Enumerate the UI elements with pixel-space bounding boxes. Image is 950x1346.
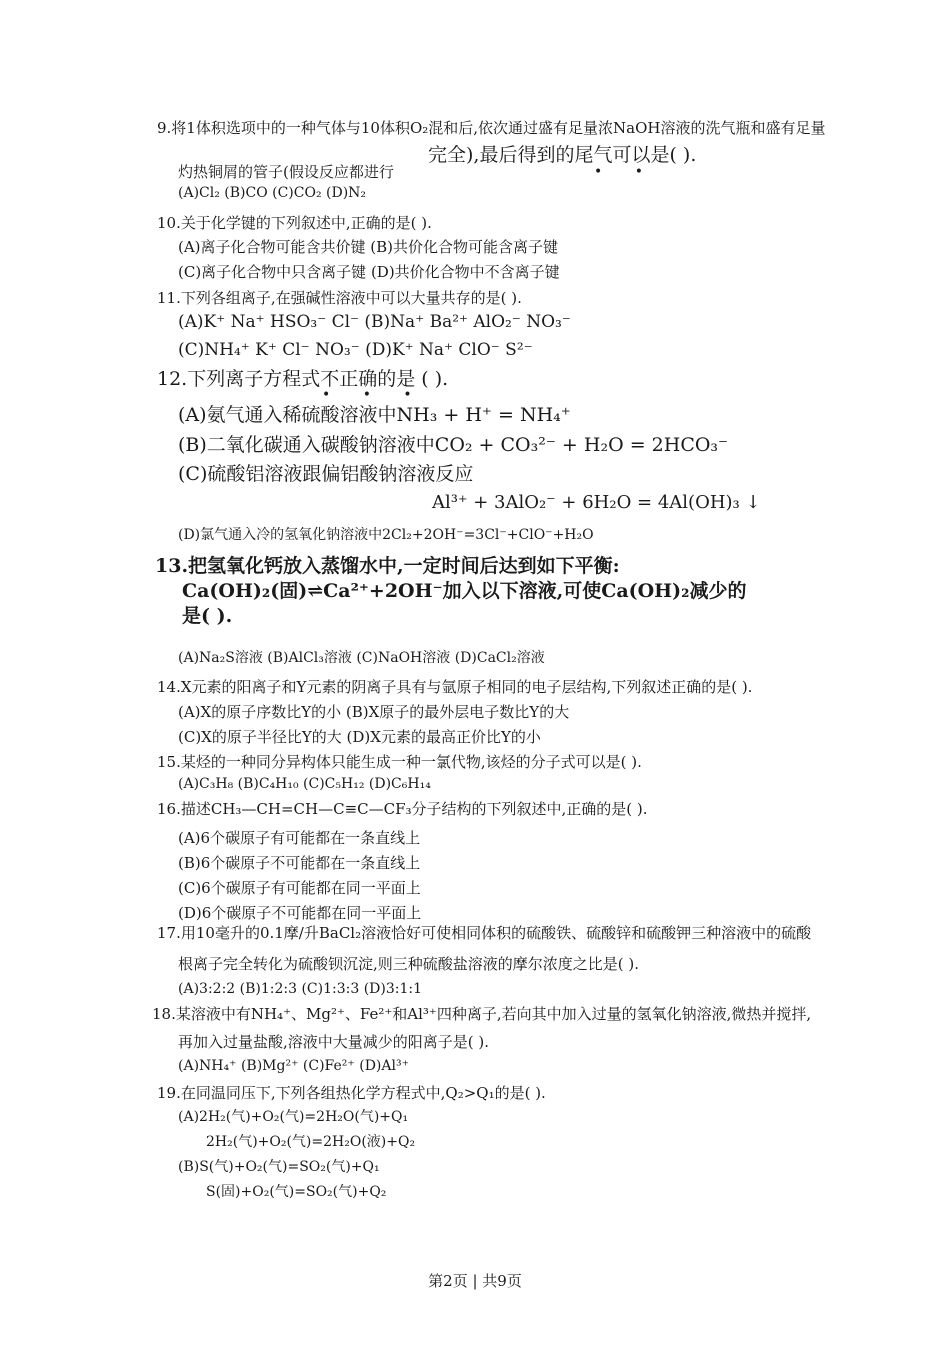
q12-emphasis-dots: • • • <box>322 387 426 403</box>
q16-option-a: (A)6个碳原子有可能都在一条直线上 <box>178 829 421 847</box>
q11-stem: 11.下列各组离子,在强碱性溶液中可以大量共存的是( ). <box>157 289 522 307</box>
q18-stem: 18.某溶液中有NH₄⁺、Mg²⁺、Fe²⁺和Al³⁺四种离子,若向其中加入过量的氢氧化钠溶液,微热并搅拌, <box>152 1005 812 1023</box>
q12-option-a: (A)氨气通入稀硫酸溶液中NH₃ + H⁺ = NH₄⁺ <box>178 404 571 426</box>
q11-options-line1: (A)K⁺ Na⁺ HSO₃⁻ Cl⁻ (B)Na⁺ Ba²⁺ AlO₂⁻ NO₃⁻ <box>178 312 571 332</box>
q13-options: (A)Na₂S溶液 (B)AlCl₃溶液 (C)NaOH溶液 (D)CaCl₂溶液 <box>178 650 545 666</box>
q9-continuation: 灼热铜屑的管子(假设反应都进行 <box>178 163 394 181</box>
q11-options-line2: (C)NH₄⁺ K⁺ Cl⁻ NO₃⁻ (D)K⁺ Na⁺ ClO⁻ S²⁻ <box>178 340 533 360</box>
q14-options-line2: (C)X的原子半径比Y的大 (D)X元素的最高正价比Y的小 <box>178 728 541 746</box>
q13-line2: Ca(OH)₂(固)⇌Ca²⁺+2OH⁻加入以下溶液,可使Ca(OH)₂减少的 <box>182 580 747 602</box>
q19-option-b2: S(固)+O₂(气)=SO₂(气)+Q₂ <box>206 1184 387 1200</box>
q12-option-c: (C)硫酸铝溶液跟偏铝酸钠溶液反应 <box>178 463 474 485</box>
q18-continuation: 再加入过量盐酸,溶液中大量减少的阳离子是( ). <box>178 1033 490 1051</box>
q17-options: (A)3:2:2 (B)1:2:3 (C)1:3:3 (D)3:1:1 <box>178 981 423 997</box>
q14-options-line1: (A)X的原子序数比Y的小 (B)X原子的最外层电子数比Y的大 <box>178 703 570 721</box>
q17-continuation: 根离子完全转化为硫酸钡沉淀,则三种硫酸盐溶液的摩尔浓度之比是( ). <box>178 955 640 973</box>
q18-options: (A)NH₄⁺ (B)Mg²⁺ (C)Fe²⁺ (D)Al³⁺ <box>178 1058 409 1074</box>
q10-options-line2: (C)离子化合物中只含离子键 (D)共价化合物中不含离子键 <box>178 263 560 281</box>
q9-stem: 9.将1体积选项中的一种气体与10体积O₂混和后,依次通过盛有足量浓NaOH溶液的洗气瓶和盛有足量 <box>157 119 826 137</box>
q16-stem: 16.描述CH₃—CH=CH—C≡C—CF₃分子结构的下列叙述中,正确的是( ). <box>157 800 648 818</box>
q15-stem: 15.某烃的一种同分异构体只能生成一种一氯代物,该烃的分子式可以是( ). <box>157 753 642 771</box>
q17-stem: 17.用10毫升的0.1摩/升BaCl₂溶液恰好可使相同体积的硫酸铁、硫酸锌和硫酸钾三种溶液中的硫酸 <box>157 924 812 942</box>
q13-line3: 是( ). <box>182 605 233 627</box>
q14-stem: 14.X元素的阳离子和Y元素的阴离子具有与氩原子相同的电子层结构,下列叙述正确的是( ). <box>157 678 753 696</box>
q12-stem: 12.下列离子方程式不正确的是 ( ). <box>157 368 449 390</box>
q12-option-c-equation: Al³⁺ + 3AlO₂⁻ + 6H₂O = 4Al(OH)₃ ↓ <box>432 492 761 513</box>
q9-continuation-large: 完全),最后得到的尾气可以是( ). <box>428 144 697 166</box>
q9-emphasis-dots: • • <box>594 164 657 180</box>
q19-stem: 19.在同温同压下,下列各组热化学方程式中,Q₂>Q₁的是( ). <box>157 1084 546 1102</box>
q19-option-b1: (B)S(气)+O₂(气)=SO₂(气)+Q₁ <box>178 1159 380 1175</box>
q9-options: (A)Cl₂ (B)CO (C)CO₂ (D)N₂ <box>178 185 367 201</box>
q19-option-a1: (A)2H₂(气)+O₂(气)=2H₂O(气)+Q₁ <box>178 1109 409 1125</box>
q15-options: (A)C₃H₈ (B)C₄H₁₀ (C)C₅H₁₂ (D)C₆H₁₄ <box>178 776 431 792</box>
q10-stem: 10.关于化学键的下列叙述中,正确的是( ). <box>157 214 432 232</box>
q13-line1: 13.把氢氧化钙放入蒸馏水中,一定时间后达到如下平衡: <box>155 555 620 577</box>
q19-option-a2: 2H₂(气)+O₂(气)=2H₂O(液)+Q₂ <box>206 1134 416 1150</box>
q16-option-d: (D)6个碳原子不可能都在同一平面上 <box>178 904 422 922</box>
q10-options-line1: (A)离子化合物可能含共价键 (B)共价化合物可能含离子键 <box>178 238 559 256</box>
q12-option-d: (D)氯气通入冷的氢氧化钠溶液中2Cl₂+2OH⁻=3Cl⁻+ClO⁻+H₂O <box>178 527 594 543</box>
q16-option-b: (B)6个碳原子不可能都在一条直线上 <box>178 854 421 872</box>
q12-option-b: (B)二氧化碳通入碳酸钠溶液中CO₂ + CO₃²⁻ + H₂O = 2HCO₃⁻ <box>178 434 729 456</box>
q16-option-c: (C)6个碳原子有可能都在同一平面上 <box>178 879 421 897</box>
page-footer: 第2页 | 共9页 <box>428 1272 522 1290</box>
